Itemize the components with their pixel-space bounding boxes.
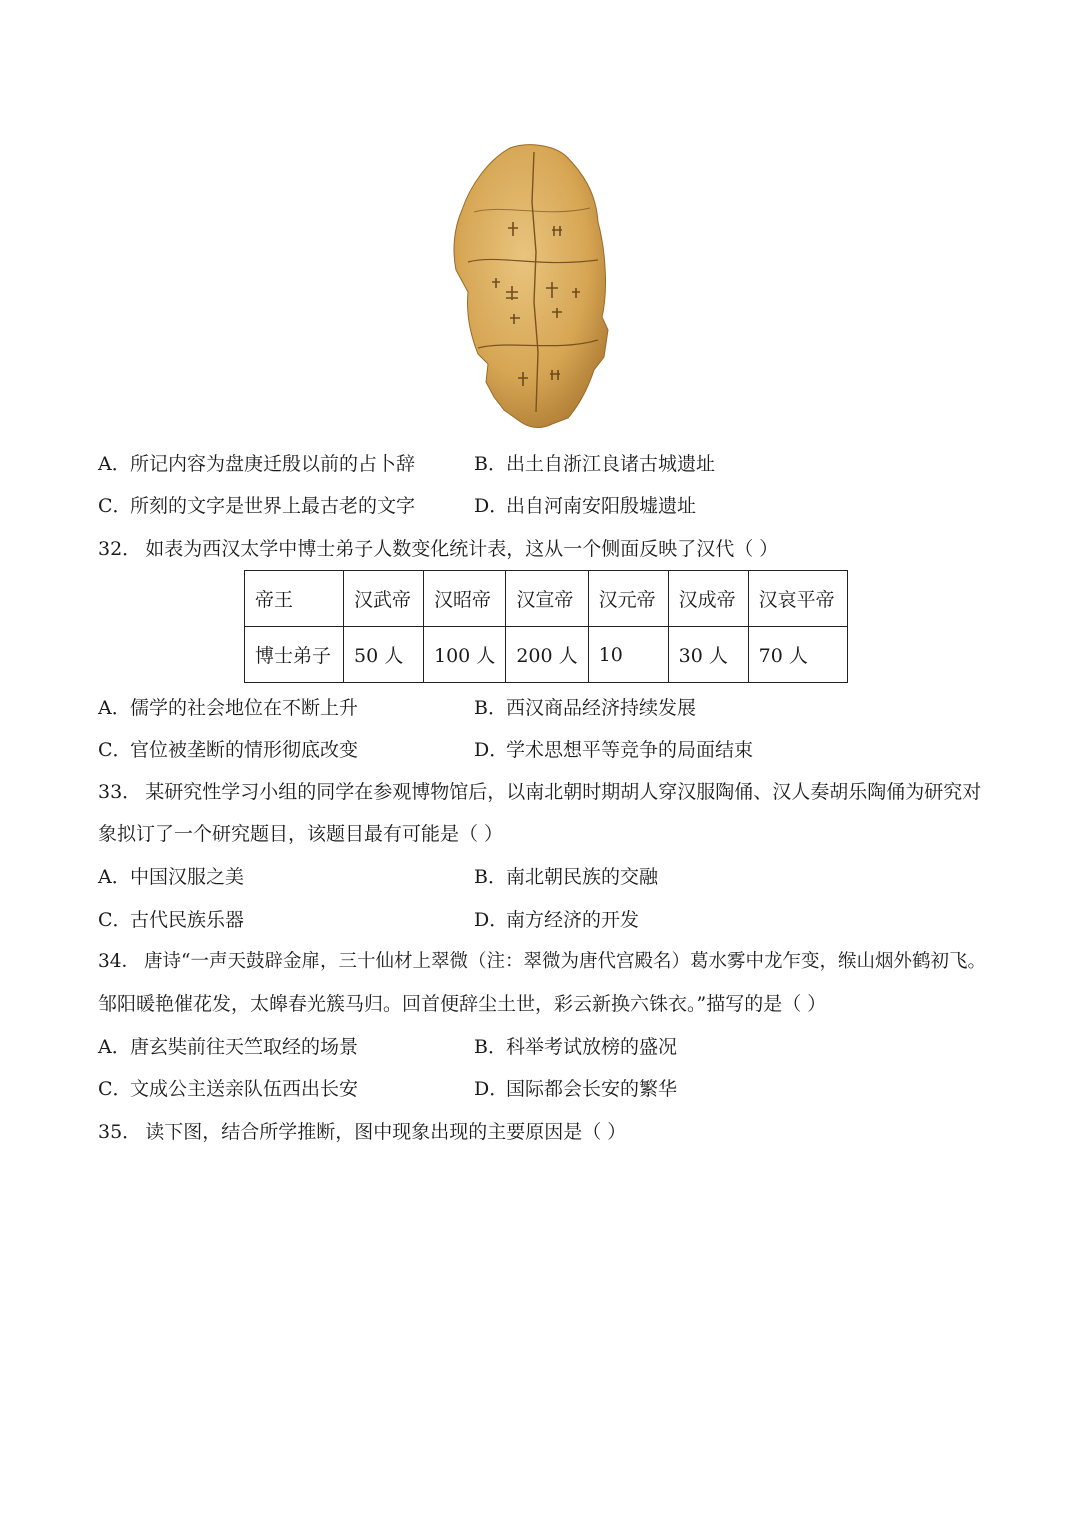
table-header-cell: 帝王	[245, 571, 344, 627]
option-text: 南方经济的开发	[506, 909, 640, 931]
option-text: 所记内容为盘庚迁殷以前的占卜辞	[130, 453, 416, 475]
q34-option-c[interactable]	[98, 1077, 358, 1101]
table-cell: 30 人	[668, 627, 748, 683]
option-letter: B．	[474, 1036, 507, 1058]
table-header-cell: 汉昭帝	[424, 571, 506, 627]
q33-option-b[interactable]	[474, 865, 658, 889]
table-header-cell: 汉宣帝	[506, 571, 588, 627]
table-header-cell: 汉元帝	[588, 571, 668, 627]
q32-option-b[interactable]	[474, 696, 696, 720]
option-text: 学术思想平等竞争的局面结束	[506, 739, 754, 761]
option-letter: C．	[98, 909, 132, 931]
option-text: 西汉商品经济持续发展	[506, 697, 697, 719]
option-letter: B．	[474, 697, 507, 719]
option-text: 中国汉服之美	[130, 866, 245, 888]
table-cell: 博士弟子	[245, 627, 344, 683]
q33-option-d[interactable]	[474, 908, 639, 932]
option-letter: B．	[474, 453, 507, 475]
scholar-count-table	[244, 570, 848, 683]
q33-stem-line-1	[98, 780, 981, 804]
option-text: 唐玄奘前往天竺取经的场景	[130, 1036, 359, 1058]
q33-option-c[interactable]	[98, 908, 244, 932]
question-number: 35．	[98, 1121, 142, 1143]
option-letter: B．	[474, 866, 507, 888]
option-letter: C．	[98, 739, 132, 761]
option-text: 古代民族乐器	[130, 909, 245, 931]
table-cell: 200 人	[506, 627, 588, 683]
q31-option-b[interactable]	[474, 452, 715, 476]
table-row	[245, 627, 848, 683]
question-text: 邹阳暖艳催花发，太皞春光簇马归。回首便辞尘土世，彩云新换六铢衣。”描写的是（ ）	[98, 993, 827, 1015]
question-text: 读下图，结合所学推断，图中现象出现的主要原因是（ ）	[145, 1121, 627, 1143]
option-letter: A．	[98, 453, 131, 475]
q31-option-a[interactable]	[98, 452, 415, 476]
question-number: 32．	[98, 538, 142, 560]
option-letter: A．	[98, 697, 131, 719]
q32-option-a[interactable]	[98, 696, 358, 720]
q31-option-c[interactable]	[98, 494, 415, 518]
option-text: 所刻的文字是世界上最古老的文字	[130, 495, 416, 517]
option-letter: D．	[474, 909, 509, 931]
option-text: 出自河南安阳殷墟遗址	[506, 495, 697, 517]
q32-stem	[98, 537, 778, 561]
q33-option-a[interactable]	[98, 865, 244, 889]
q34-option-d[interactable]	[474, 1077, 677, 1101]
option-letter: D．	[474, 495, 509, 517]
option-letter: A．	[98, 1036, 131, 1058]
option-text: 南北朝民族的交融	[506, 866, 659, 888]
table-cell: 100 人	[424, 627, 506, 683]
table-cell: 70 人	[748, 627, 847, 683]
option-letter: C．	[98, 495, 132, 517]
option-text: 国际都会长安的繁华	[506, 1078, 678, 1100]
option-letter: C．	[98, 1078, 132, 1100]
q32-option-c[interactable]	[98, 738, 358, 762]
table-header-cell: 汉哀平帝	[748, 571, 847, 627]
oracle-bone-shell-icon	[448, 142, 616, 434]
option-text: 科举考试放榜的盛况	[506, 1036, 678, 1058]
option-text: 出土自浙江良诸古城遗址	[506, 453, 716, 475]
q34-option-a[interactable]	[98, 1035, 358, 1059]
table-cell: 10	[588, 627, 668, 683]
question-text: 象拟订了一个研究题目，该题目最有可能是（ ）	[98, 823, 504, 845]
q31-option-d[interactable]	[474, 494, 696, 518]
option-letter: D．	[474, 739, 509, 761]
question-number: 34．	[98, 951, 141, 972]
table-header-row	[245, 571, 848, 627]
q32-option-d[interactable]	[474, 738, 753, 762]
q34-option-b[interactable]	[474, 1035, 677, 1059]
option-letter: A．	[98, 866, 131, 888]
question-text: 如表为西汉太学中博士弟子人数变化统计表，这从一个侧面反映了汉代（ ）	[145, 538, 779, 560]
q33-stem-line-2	[98, 822, 503, 846]
option-letter: D．	[474, 1078, 509, 1100]
table-cell: 50 人	[344, 627, 424, 683]
table-header-cell: 汉武帝	[344, 571, 424, 627]
table-header-cell: 汉成帝	[668, 571, 748, 627]
q34-stem-line-2	[98, 992, 826, 1016]
question-number: 33．	[98, 781, 142, 803]
question-text: 唐诗“一声天鼓辟金扉，三十仙材上翠微（注：翠微为唐代宫殿名）葛水雾中龙乍变，缑山烟外鹤初飞。	[144, 951, 987, 972]
option-text: 文成公主送亲队伍西出长安	[130, 1078, 359, 1100]
option-text: 儒学的社会地位在不断上升	[130, 697, 359, 719]
q34-stem-line-1	[98, 950, 986, 974]
option-text: 官位被垄断的情形彻底改变	[130, 739, 359, 761]
question-text: 某研究性学习小组的同学在参观博物馆后，以南北朝时期胡人穿汉服陶俑、汉人奏胡乐陶俑为研究对	[145, 781, 982, 803]
q35-stem	[98, 1120, 626, 1144]
